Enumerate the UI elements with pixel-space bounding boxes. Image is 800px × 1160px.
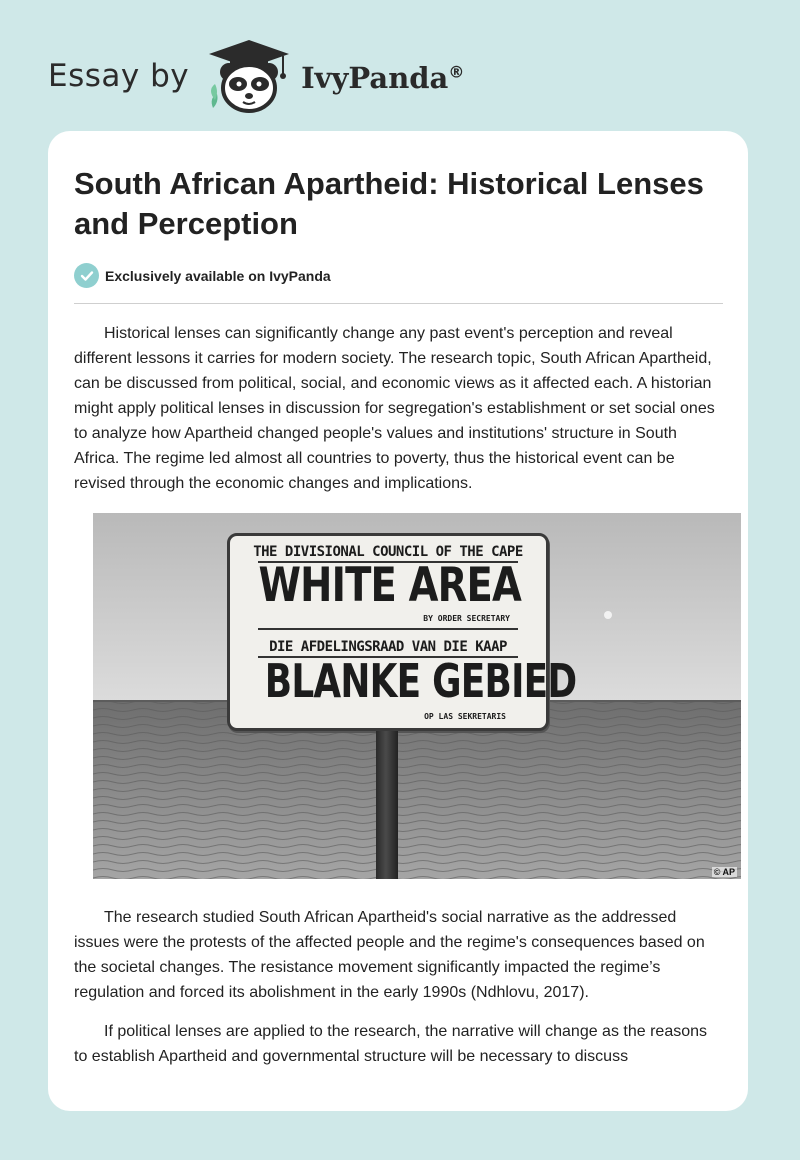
- brand-name[interactable]: IvyPanda®: [301, 61, 465, 95]
- panda-graduate-logo-icon[interactable]: [203, 38, 295, 114]
- sign-line-1: THE DIVISIONAL COUNCIL OF THE CAPE: [253, 544, 523, 560]
- brand-prefix: Essay by: [48, 58, 190, 94]
- site-header: [48, 36, 464, 116]
- paragraph-3: If political lenses are applied to the research, the narrative will change as the reasons to establish Apartheid and governmental structure will be necessary to discuss: [74, 1023, 708, 1065]
- sign-line-5: BLANKE GEBIED: [264, 654, 577, 708]
- photo-credit: © AP: [713, 867, 735, 877]
- sign-rule: [258, 628, 518, 630]
- exclusive-badge: [74, 263, 331, 288]
- sign-line-2: WHITE AREA: [258, 558, 522, 613]
- sign-post: [376, 731, 398, 879]
- apartheid-sign: [227, 533, 577, 731]
- sign-line-3: BY ORDER SECRETARY: [423, 614, 510, 623]
- sign-line-4: DIE AFDELINGSRAAD VAN DIE KAAP: [269, 639, 507, 655]
- paragraph-1: Historical lenses can significantly change any past event's perception and reveal different lessons it carries for modern society. The research topic, South African Apartheid, can be discussed from political, social, and economic views as it affected each. A historian might apply political lenses in discussion for segregation's establishment or set social ones to analyze how Apartheid changed people's values and institutions' structure in South Africa. The regime led almost all countries to poverty, thus the historical event can be revised through the economic changes and implications.: [74, 325, 715, 492]
- page-title: South African Apartheid: Historical Lenses and Perception: [74, 166, 704, 241]
- essay-card: [48, 131, 748, 1111]
- paragraph-2: The research studied South African Apartheid's social narrative as the addressed issues were the protests of the affected people and the regime's consequences based on the societal changes. The resistance movement significantly impacted the regime’s regulation and forced its abolishment in the early 1990s (Ndhlovu, 2017).: [74, 909, 705, 1001]
- apartheid-sign-photo: [93, 513, 741, 879]
- exclusive-badge-label: Exclusively available on IvyPanda: [105, 267, 331, 284]
- checkmark-icon: [74, 263, 99, 288]
- sign-line-6: OP LAS SEKRETARIS: [424, 712, 506, 721]
- divider: [74, 303, 723, 304]
